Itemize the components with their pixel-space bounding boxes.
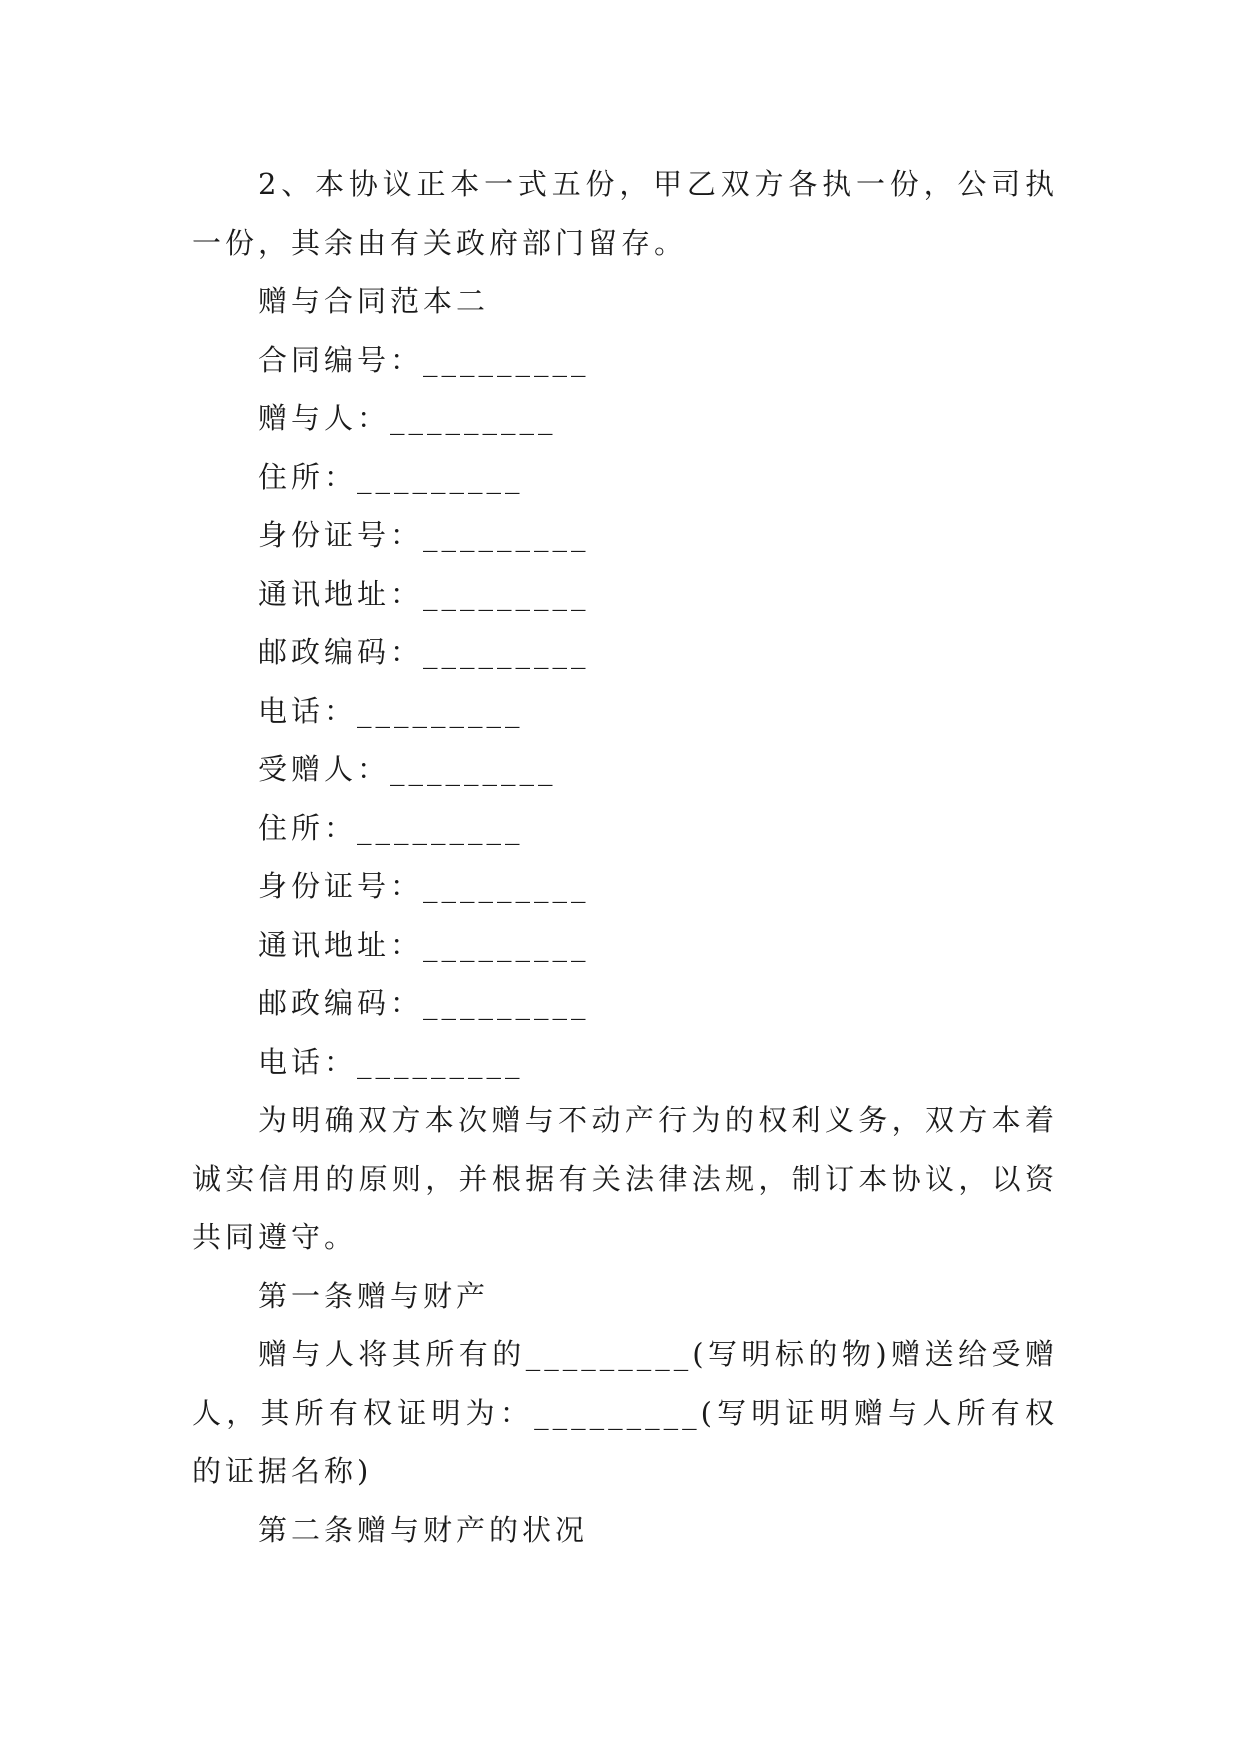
heading-sample-two: 赠与合同范本二 — [258, 284, 490, 318]
field-donee-phone: 电话：_________ — [258, 1044, 524, 1079]
field-contract-no: 合同编号：_________ — [258, 342, 590, 377]
paragraph-copies-clause: 2、本协议正本一式五份，甲乙双方各执一份，公司执一份，其余由有关政府部门留存。 — [192, 167, 1058, 260]
field-donee-postcode: 邮政编码：_________ — [258, 986, 590, 1020]
field-donee-name: 受赠人：_________ — [258, 752, 557, 786]
field-donor-id-no: 身份证号：_________ — [258, 518, 590, 552]
heading-article-1: 第一条赠与财产 — [258, 1278, 490, 1313]
field-donee-mail-address: 通讯地址：_________ — [258, 927, 590, 962]
field-donee-address: 住所：_________ — [258, 810, 524, 845]
field-donor-postcode: 邮政编码：_________ — [258, 635, 590, 669]
document-body — [192, 155, 1058, 1559]
paragraph-preamble: 为明确双方本次赠与不动产行为的权利义务，双方本着诚实信用的原则，并根据有关法律法规，制订本协议，以资共同遵守。 — [192, 1103, 1058, 1254]
field-donor-phone: 电话：_________ — [258, 693, 524, 728]
heading-article-2: 第二条赠与财产的状况 — [258, 1512, 589, 1547]
paragraph-article-1-body: 赠与人将其所有的_________(写明标的物)赠送给受赠人，其所有权证明为：_________(写明证明赠与人所有权的证据名称) — [192, 1337, 1058, 1488]
field-donee-id-no: 身份证号：_________ — [258, 869, 590, 903]
field-donor-name: 赠与人：_________ — [258, 401, 557, 435]
field-donor-mail-address: 通讯地址：_________ — [258, 576, 590, 611]
field-donor-address: 住所：_________ — [258, 459, 524, 494]
